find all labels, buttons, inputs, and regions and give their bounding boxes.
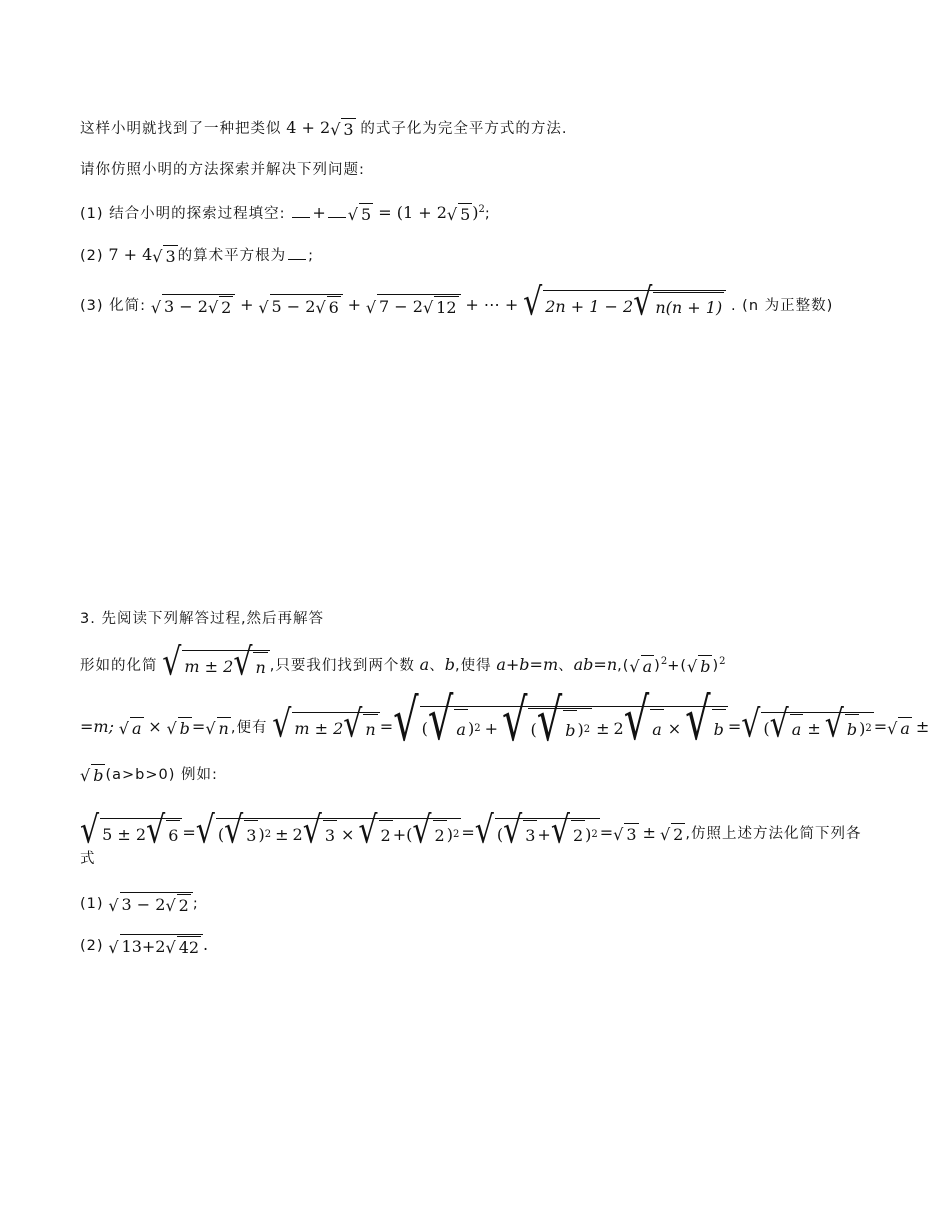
q2-text: 的算术平方根为 — [177, 248, 287, 264]
p3-sub-1 — [80, 892, 199, 916]
p3-eq-n: = — [191, 717, 206, 736]
p3-l1-c: ,只要我们找到两个数 — [269, 658, 415, 674]
ex-result-2: √ 2 — [659, 825, 684, 844]
p3-times-1: × — [148, 717, 162, 736]
intro-line-1 — [80, 118, 568, 140]
q3-term-n: √ 2n + 1 − 2 √ n(n + 1) — [523, 290, 726, 322]
sub2-expr: √ 13+2 √ 42 — [108, 934, 203, 958]
p3-comma-1: 、 — [429, 658, 445, 674]
ex-pm: ± — [642, 823, 656, 842]
p3-l2-sqrt-a: √ a — [118, 719, 142, 738]
q3-term-2: √ 5 − 2 √ 6 — [258, 294, 343, 318]
ex-square: √ ( √ 3 + √ 2 ) 2 — [474, 808, 598, 853]
q3-note: . (n 为正整数) — [730, 298, 834, 314]
q1-rhs-close: ) — [472, 203, 479, 222]
p3-line-1 — [80, 640, 726, 685]
p3-sqrt-b: √ b — [687, 657, 711, 676]
p3-eq-sum: a+b=m — [496, 655, 559, 674]
p3-l1-f2: ) — [712, 658, 720, 674]
p3-line-3 — [80, 764, 218, 786]
q1-blank-1[interactable] — [292, 203, 310, 218]
q2-sqrt-3: √ 3 — [152, 247, 176, 266]
intro-expr: 4 + 2 — [286, 118, 331, 137]
problem-3-title — [80, 608, 324, 629]
p3-sqrt-m-2n: √ m ± 2 √ n — [162, 650, 270, 682]
p3-l2-big-sqrt: √ ( √ a ) 2 + √ ( √ b ) 2 ± 2 √ a × √ b — [393, 706, 728, 750]
sub1-end: ; — [192, 896, 199, 912]
p3-sq-1: 2 — [660, 656, 668, 667]
p3-l1-a: 形如 — [80, 658, 111, 674]
p3-l1-f: ) — [654, 658, 661, 674]
q1-rhs: = (1 + 2 — [373, 203, 447, 222]
ex-eq-2: = — [461, 823, 475, 842]
p3-l1-b: 的化简 — [111, 658, 158, 674]
ex-result: √ 3 — [613, 825, 637, 844]
p3-l2-b: ,便有 — [230, 720, 268, 736]
p3-eq-product: ab=n — [573, 655, 618, 674]
p3-example — [80, 808, 862, 853]
p3-line-2 — [80, 686, 929, 755]
q1-rhs-power: 2 — [478, 204, 485, 215]
sub1-label: (1) — [80, 896, 104, 912]
q1-rhs-sqrt: √ 5 — [446, 205, 471, 224]
intro-line-2 — [80, 159, 365, 180]
p3-l1-g: +( — [667, 658, 688, 674]
ex-instruction-end: 式 — [80, 851, 96, 867]
q1-blank-2[interactable] — [328, 203, 346, 218]
sub2-label: (2) — [80, 938, 104, 954]
q3-plus-2: + — [347, 295, 362, 314]
sqrt-3: √ 3 — [330, 120, 354, 139]
question-3 — [80, 280, 834, 325]
p3-pm: ± — [915, 717, 929, 736]
p3-l2-sqrt-square: √ ( √ a ± √ b ) 2 — [741, 702, 872, 747]
intro-text-a: 这样小明就找到了一种把类似 — [80, 121, 282, 137]
q3-ellipsis: + ⋯ + — [465, 295, 519, 314]
ex-expanded: √ ( √ 3 ) 2 ± 2 √ 3 × √ 2 +( √ 2 ) 2 — [195, 808, 460, 853]
q1-sqrt-5: √ 5 — [347, 205, 372, 224]
q3-term-3: √ 7 − 2 √ 12 — [366, 294, 461, 318]
question-1 — [80, 200, 491, 225]
p3-sqrt-a: √ a — [629, 657, 653, 676]
q2-blank[interactable] — [288, 245, 306, 260]
q3-label: (3) 化简: — [80, 298, 147, 314]
p3-l2-sqrt-m2n: √ m ± 2 √ n — [272, 712, 380, 744]
p3-eq-3: = — [873, 717, 888, 736]
p3-eq-2: = — [727, 717, 742, 736]
p3-sub-2 — [80, 934, 208, 958]
p3-comma-2: 、 — [558, 658, 574, 674]
q2-label: (2) — [80, 248, 104, 264]
intro-instruction: 请你仿照小明的方法探索并解决下列问题: — [80, 162, 365, 178]
p3-l2-sqrt-n: √ n — [205, 719, 229, 738]
p3-result-b: √ b — [80, 766, 104, 785]
p3-condition: (a>b>0) 例如: — [105, 767, 218, 783]
q1-plus: + — [312, 203, 326, 222]
q1-end: ; — [484, 206, 491, 222]
intro-text-b: 的式子化为完全平方式的方法. — [360, 121, 568, 137]
q3-plus-1: + — [240, 295, 254, 314]
p3-l1-d: ,使得 — [454, 658, 492, 674]
q2-end: ; — [308, 248, 315, 264]
p3-var-a: a — [419, 655, 430, 674]
ex-eq-3: = — [599, 823, 614, 842]
sub1-expr: √ 3 − 2 √ 2 — [108, 892, 193, 916]
p3-sq-2: 2 — [719, 656, 726, 667]
q1-label: (1) 结合小明的探索过程填空: — [80, 206, 286, 222]
p3-l2-sqrt-b: √ b — [166, 719, 190, 738]
p3-example-cont — [80, 848, 96, 869]
ex-instruction: ,仿照上述方法化简下列各 — [685, 826, 862, 842]
q2-expr: 7 + 4 — [108, 245, 153, 264]
q3-term-1: √ 3 − 2 √ 2 — [151, 294, 236, 318]
p3-var-b: b — [444, 655, 455, 674]
p3-eq-1: = — [379, 717, 394, 736]
p3-l2-a: =m; — [80, 717, 114, 736]
sub2-end: . — [203, 935, 209, 954]
ex-eq-1: = — [182, 823, 196, 842]
question-2 — [80, 245, 314, 267]
p3-result-a: √ a — [887, 719, 910, 738]
p3-title-text: 3. 先阅读下列解答过程,然后再解答 — [80, 611, 325, 627]
ex-sqrt-5-2sqrt6: √ 5 ± 2 √ 6 — [80, 818, 182, 850]
p3-l1-e: ,( — [617, 658, 630, 674]
